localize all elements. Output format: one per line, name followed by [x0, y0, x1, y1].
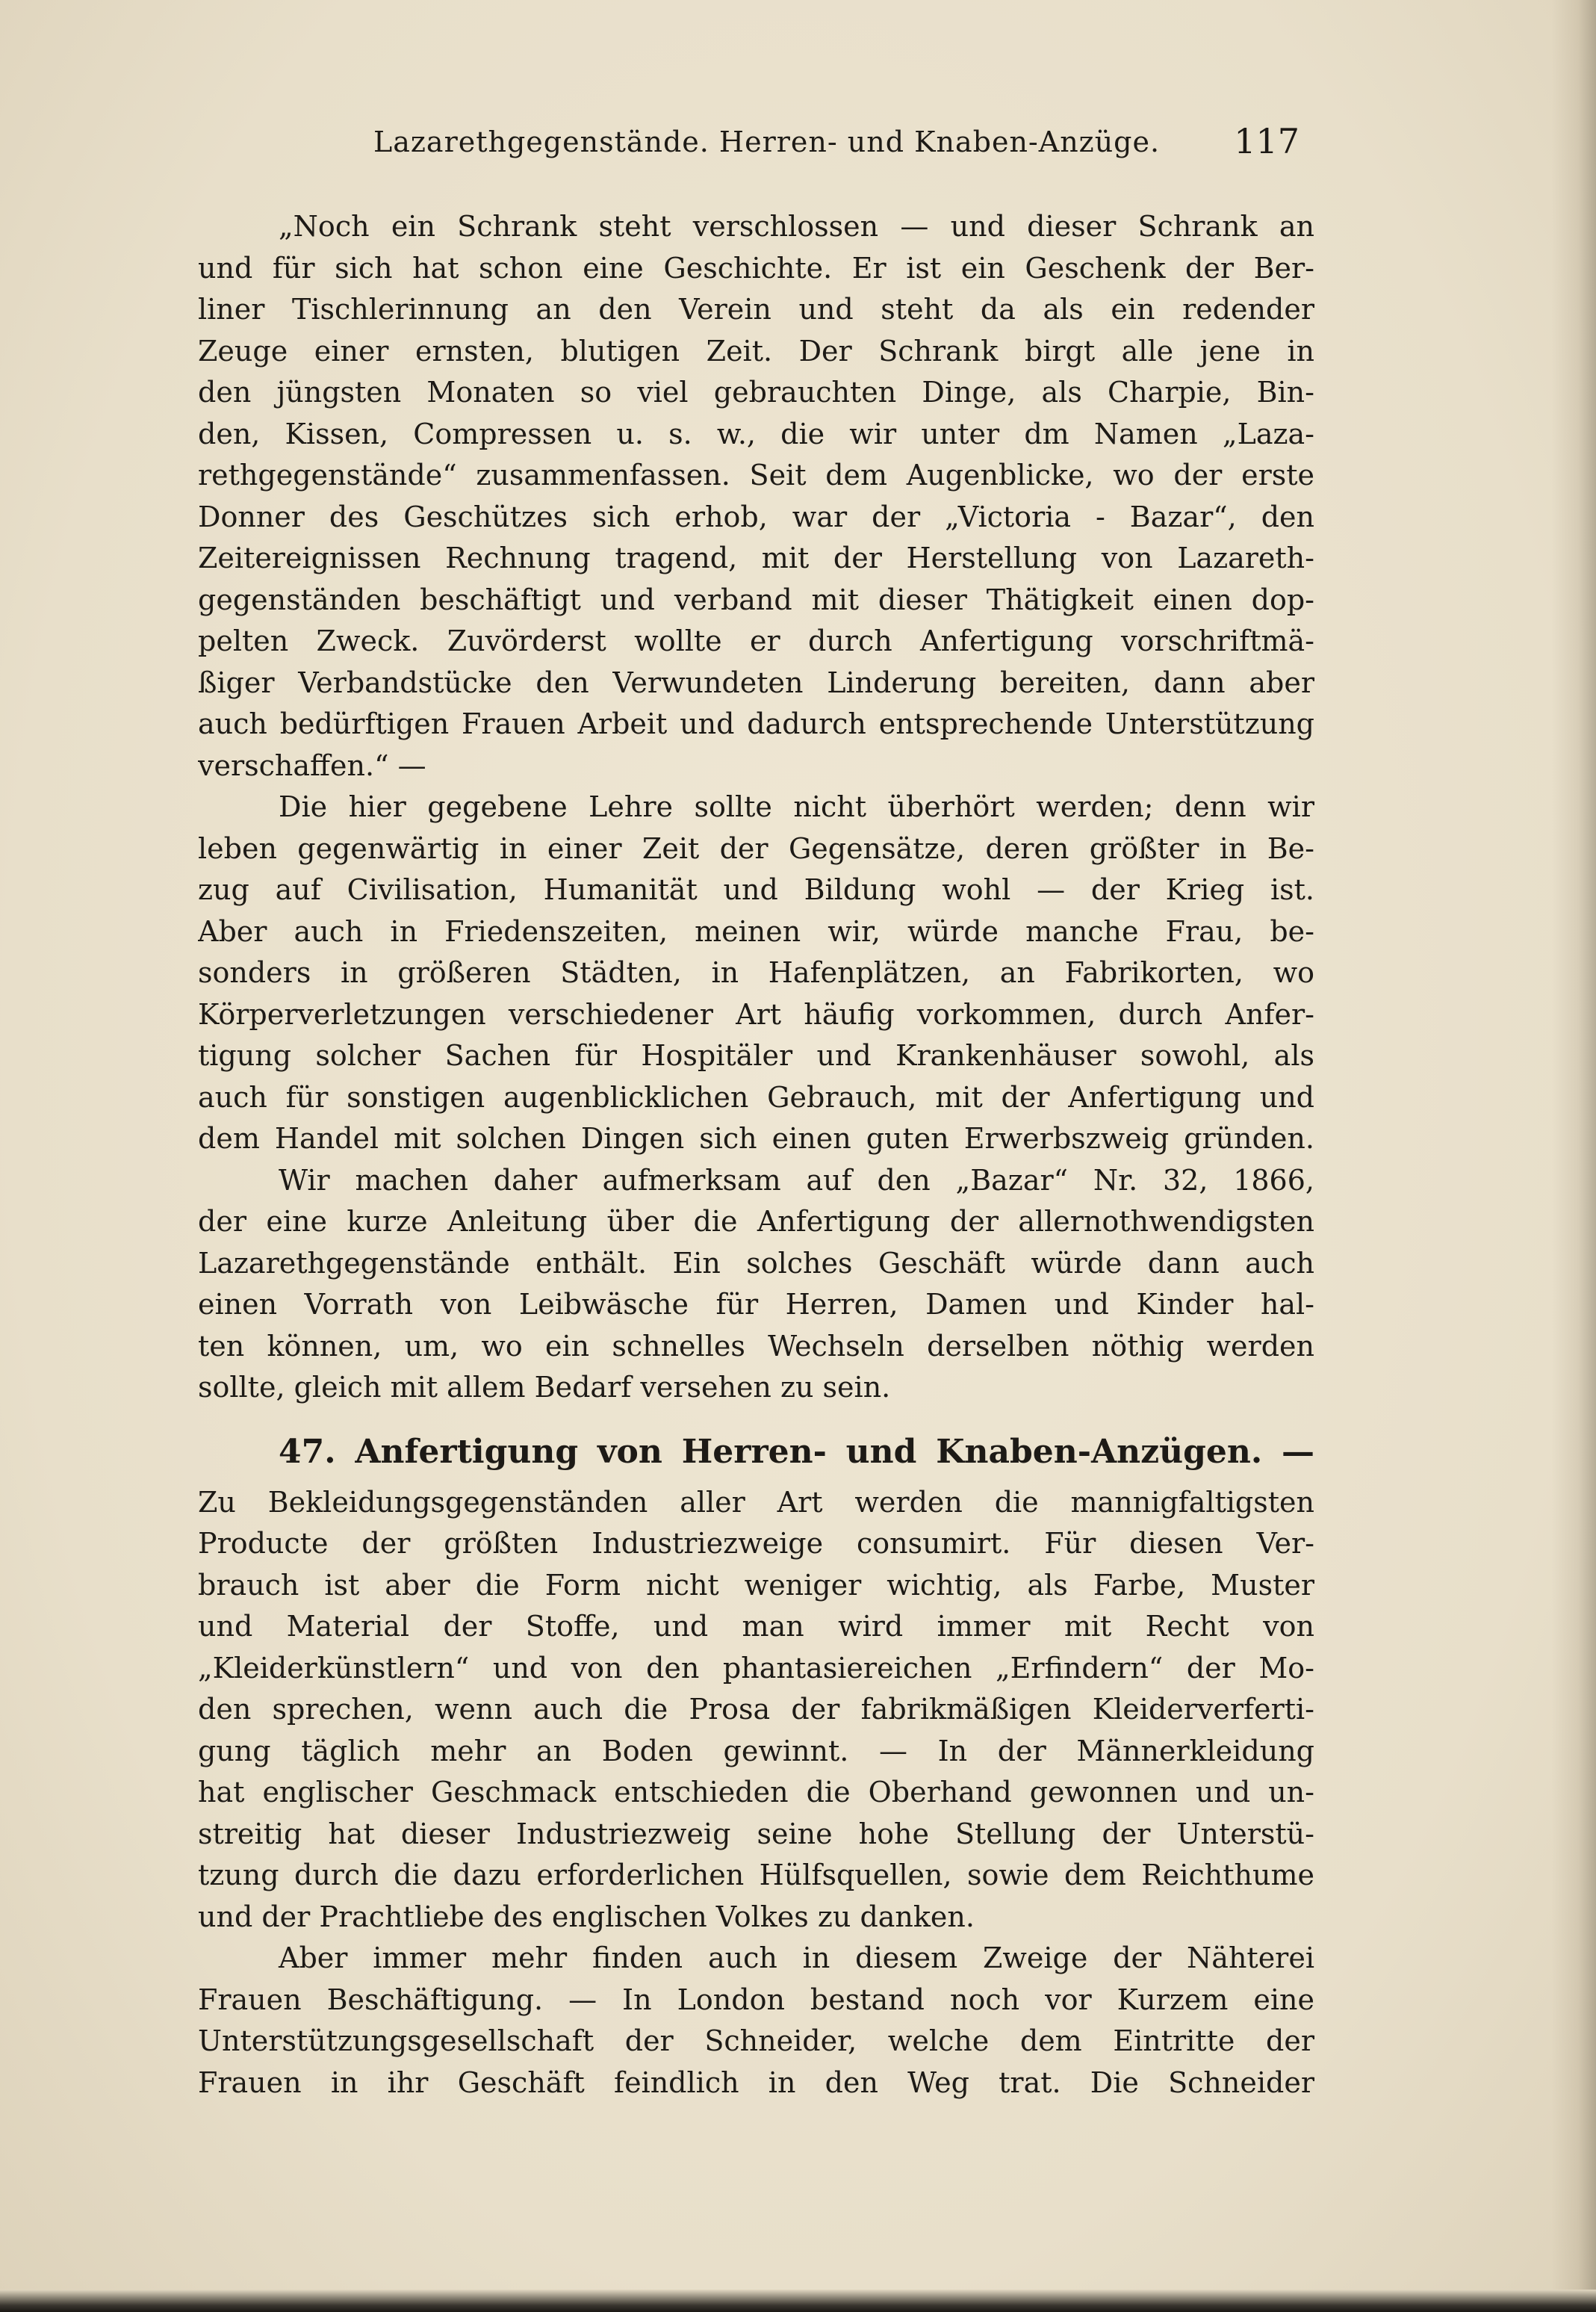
running-title: Lazarethgegenstände. Herren- und Knaben-Anzüge.: [373, 125, 1161, 158]
text-line: den, Kissen, Compressen u. s. w., die wir unter dm Namen „Laza-: [198, 417, 1314, 450]
text-line: tigung solcher Sachen für Hospitäler und Krankenhäuser sowohl, als: [198, 1039, 1314, 1072]
text-line: Zu Bekleidungsgegenständen aller Art werden die mannigfaltigsten: [198, 1485, 1314, 1519]
text-line: und der Prachtliebe des englischen Volkes zu danken.: [198, 1900, 975, 1933]
text-line: der eine kurze Anleitung über die Anfertigung der allernothwendigsten: [198, 1205, 1314, 1238]
text-line: Aber immer mehr finden auch in diesem Zweige der Nähterei: [279, 1941, 1314, 1974]
paragraph-quotation: [198, 206, 1314, 787]
text-line: verschaffen.“ —: [198, 749, 426, 782]
text-line: den sprechen, wenn auch die Prosa der fabrikmäßigen Kleiderverferti-: [198, 1693, 1314, 1726]
text-line: tzung durch die dazu erforderlichen Hülfsquellen, sowie dem Reichthume: [198, 1859, 1314, 1891]
text-line: Unterstützungsgesellschaft der Schneider, welche dem Eintritte der: [198, 2024, 1314, 2057]
text-line: ten können, um, wo ein schnelles Wechseln derselben nöthig werden: [198, 1329, 1314, 1363]
text-line: Die hier gegebene Lehre sollte nicht überhört werden; denn wir: [279, 790, 1314, 823]
text-line: Lazarethgegenstände enthält. Ein solches Geschäft würde dann auch: [198, 1246, 1314, 1280]
text-line: Körperverletzungen verschiedener Art häufig vorkommen, durch Anfer-: [198, 997, 1314, 1031]
paragraph-lesson: [198, 787, 1314, 1160]
paragraph-women-tailoring: [198, 1938, 1314, 2104]
text-line: rethgegenstände“ zusammenfassen. Seit dem Augenblicke, wo der erste: [198, 459, 1314, 492]
text-line: auch für sonstigen augenblicklichen Gebrauch, mit der Anfertigung und: [198, 1080, 1314, 1114]
text-line: Donner des Geschützes sich erhob, war der „Victoria - Bazar“, den: [198, 500, 1314, 533]
page-number: 117: [1234, 121, 1300, 161]
text-line: „Noch ein Schrank steht verschlossen — und dieser Schrank an: [279, 210, 1314, 243]
text-line: den jüngsten Monaten so viel gebrauchten Dinge, als Charpie, Bin-: [198, 376, 1314, 409]
text-line: gung täglich mehr an Boden gewinnt. — In der Männerkleidung: [198, 1734, 1314, 1767]
text-line: Frauen in ihr Geschäft feindlich in den Weg trat. Die Schneider: [198, 2065, 1314, 2099]
paragraph-clothing-intro: [198, 1482, 1314, 1938]
text-line: hat englischer Geschmack entschieden die Oberhand gewonnen und un-: [198, 1776, 1314, 1809]
text-line: einen Vorrath von Leibwäsche für Herren, Damen und Kinder hal-: [198, 1288, 1314, 1321]
page-bottom-edge: [0, 2290, 1596, 2312]
text-line: und für sich hat schon eine Geschichte. Er ist ein Geschenk der Ber-: [198, 251, 1314, 285]
text-line: zug auf Civilisation, Humanität und Bildung wohl — der Krieg ist.: [198, 873, 1314, 906]
text-line: auch bedürftigen Frauen Arbeit und dadurch entsprechende Unterstützung: [198, 707, 1314, 740]
text-line: streitig hat dieser Industriezweig seine hohe Stellung der Unterstü-: [198, 1817, 1314, 1850]
text-line: sollte, gleich mit allem Bedarf versehen zu sein.: [198, 1371, 891, 1404]
text-line: Zeitereignissen Rechnung tragend, mit der Herstellung von Lazareth-: [198, 542, 1314, 574]
text-line: „Kleiderkünstlern“ und von den phantasiereichen „Erfindern“ der Mo-: [198, 1651, 1314, 1685]
text-line: brauch ist aber die Form nicht weniger wichtig, als Farbe, Muster: [198, 1568, 1314, 1602]
section-heading: 47. Anfertigung von Herren- und Knaben-Anzügen. —: [279, 1432, 1314, 1471]
text-line: ßiger Verbandstücke den Verwundeten Linderung bereiten, dann aber: [198, 666, 1314, 699]
page-header: [373, 121, 1300, 170]
text-line: dem Handel mit solchen Dingen sich einen guten Erwerbszweig gründen.: [198, 1122, 1314, 1155]
text-line: Wir machen daher aufmerksam auf den „Bazar“ Nr. 32, 1866,: [279, 1163, 1314, 1197]
page-body: [198, 206, 1314, 2104]
text-line: liner Tischlerinnung an den Verein und steht da als ein redender: [198, 293, 1314, 326]
text-line: Producte der größten Industriezweige consumirt. Für diesen Ver-: [198, 1527, 1314, 1560]
text-line: sonders in größeren Städten, in Hafenplätzen, an Fabrikorten, wo: [198, 956, 1314, 989]
text-line: leben gegenwärtig in einer Zeit der Gegensätze, deren größter in Be-: [198, 831, 1314, 865]
text-line: Zeuge einer ernsten, blutigen Zeit. Der Schrank birgt alle jene in: [198, 334, 1314, 368]
spine-shadow: [1551, 0, 1596, 2312]
text-line: Aber auch in Friedenszeiten, meinen wir, würde manche Frau, be-: [198, 914, 1314, 948]
text-line: Frauen Beschäftigung. — In London bestand noch vor Kurzem eine: [198, 1983, 1314, 2016]
paragraph-bazar-reference: [198, 1160, 1314, 1409]
text-line: gegenständen beschäftigt und verband mit dieser Thätigkeit einen dop-: [198, 583, 1314, 616]
text-line: und Material der Stoffe, und man wird immer mit Recht von: [198, 1610, 1314, 1643]
text-line: pelten Zweck. Zuvörderst wollte er durch Anfertigung vorschriftmä-: [198, 625, 1314, 657]
